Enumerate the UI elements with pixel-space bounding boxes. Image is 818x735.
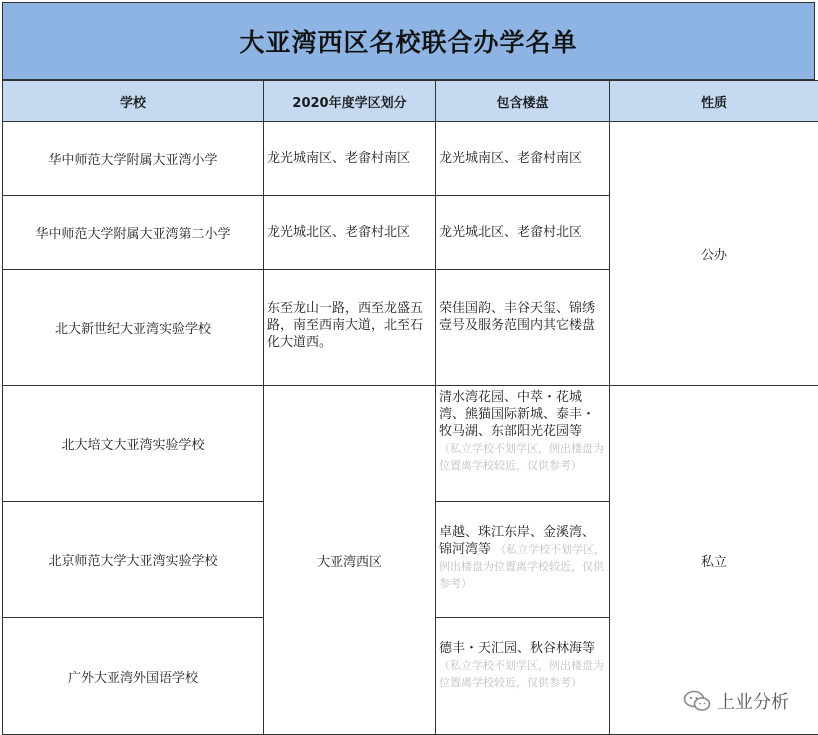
zone-cell: 龙光城北区、老畲村北区 [264, 196, 436, 270]
page-title: 大亚湾西区名校联合办学名单 [2, 2, 815, 80]
estates-text: 清水湾花园、中萃・花城湾、熊猫国际新城、泰丰・牧马湖、东部阳光花园等 [439, 390, 596, 439]
header-school: 学校 [3, 81, 264, 122]
estates-cell [436, 386, 610, 502]
watermark-text: 上业分析 [717, 692, 789, 713]
header-estates: 包含楼盘 [436, 81, 610, 122]
table-row [3, 386, 818, 502]
school-cell: 北大新世纪大亚湾实验学校 [3, 270, 264, 386]
estates-cell: 龙光城南区、老畲村南区 [436, 122, 610, 196]
school-cell: 华中师范大学附属大亚湾第二小学 [3, 196, 264, 270]
estates-cell: 龙光城北区、老畲村北区 [436, 196, 610, 270]
estates-text: 德丰・天汇园、秋谷林海等 [439, 641, 596, 656]
estates-note: （私立学校不划学区，例出楼盘为位置离学校较近，仅供参考） [439, 659, 604, 689]
school-cell: 广外大亚湾外国语学校 [3, 618, 264, 735]
watermark [683, 688, 789, 714]
estates-cell [436, 502, 610, 618]
header-zone: 2020年度学区划分 [264, 81, 436, 122]
nature-cell-private: 私立 [610, 386, 818, 735]
estates-cell: 荣佳国韵、丰谷天玺、锦绣壹号及服务范围内其它楼盘 [436, 270, 610, 386]
estates-cell [436, 618, 610, 735]
table-row [3, 122, 818, 196]
estates-note: （私立学校不划学区，例出楼盘为位置离学校较近，仅供参考） [439, 442, 604, 472]
wechat-icon [683, 690, 711, 712]
zone-cell: 龙光城南区、老畲村南区 [264, 122, 436, 196]
estates-text: 卓越、珠江东岸、金溪湾、锦河湾等 [439, 525, 596, 557]
school-table [2, 80, 818, 735]
zone-cell-private: 大亚湾西区 [264, 386, 436, 735]
school-cell: 北大培文大亚湾实验学校 [3, 386, 264, 502]
estates-note: （私立学校不划学区，例出楼盘为位置离学校较近，仅供参考） [439, 543, 606, 590]
header-row [3, 81, 818, 122]
school-cell: 华中师范大学附属大亚湾小学 [3, 122, 264, 196]
school-cell: 北京师范大学大亚湾实验学校 [3, 502, 264, 618]
header-nature: 性质 [610, 81, 818, 122]
zone-cell: 东至龙山一路，西至龙盛五路，南至西南大道，北至石化大道西。 [264, 270, 436, 386]
nature-cell-public: 公办 [610, 122, 818, 386]
